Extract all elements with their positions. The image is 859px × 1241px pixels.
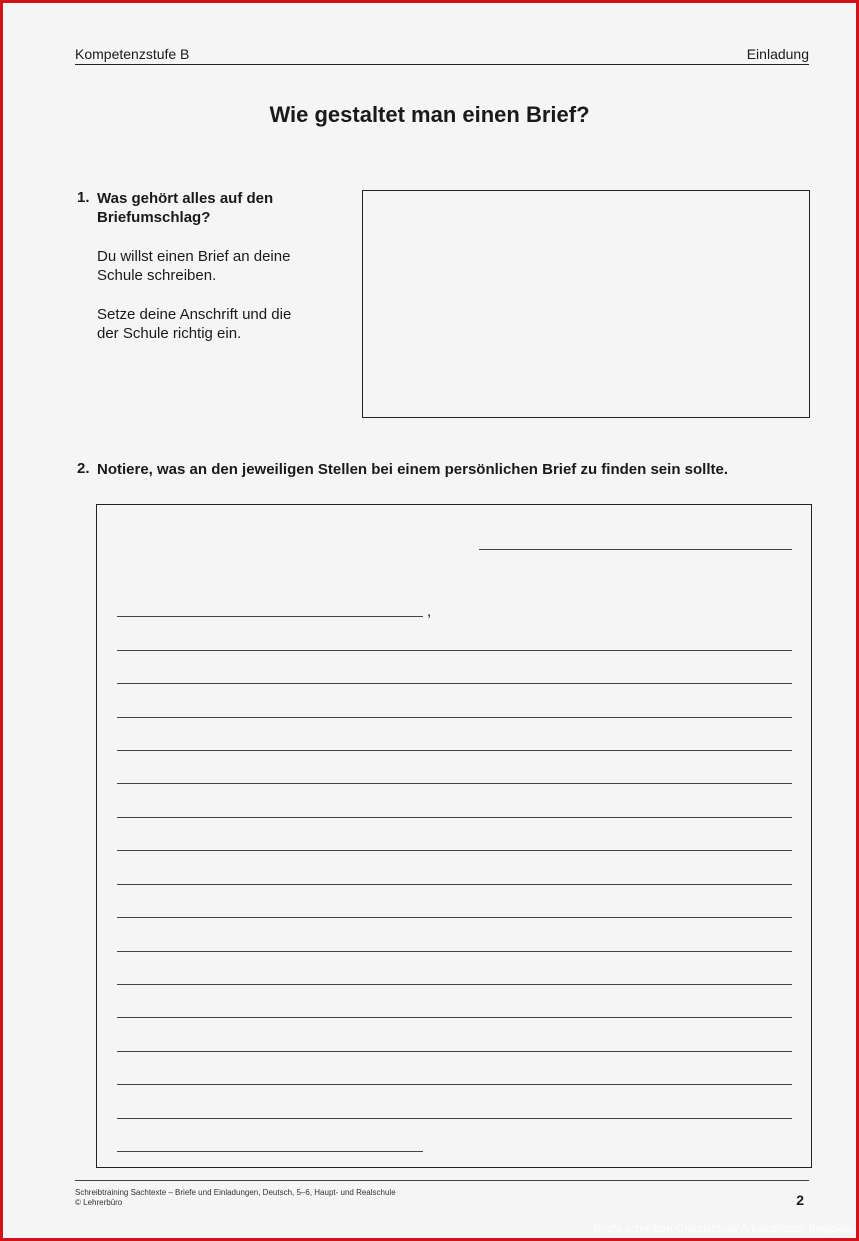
task2-heading: Notiere, was an den jeweiligen Stellen bei einem persönlichen Brief zu finden sein sollte. bbox=[97, 461, 728, 478]
body-line[interactable] bbox=[117, 1051, 792, 1052]
header-topic: Einladung bbox=[746, 46, 809, 62]
body-line[interactable] bbox=[117, 650, 792, 651]
task1-number: 1. bbox=[77, 189, 90, 206]
body-line[interactable] bbox=[117, 683, 792, 684]
body-line[interactable] bbox=[117, 951, 792, 952]
body-line[interactable] bbox=[117, 1017, 792, 1018]
signature-line[interactable] bbox=[117, 1151, 423, 1152]
salutation-comma: , bbox=[427, 603, 432, 620]
salutation-line[interactable] bbox=[117, 616, 423, 617]
task1-paragraph1-line2: Schule schreiben. bbox=[97, 267, 217, 284]
task2-number: 2. bbox=[77, 460, 90, 477]
date-line[interactable] bbox=[479, 549, 792, 550]
task1-paragraph1-line1: Du willst einen Brief an deine bbox=[97, 248, 291, 265]
task1-heading-line2: Briefumschlag? bbox=[97, 209, 211, 226]
header-level: Kompetenzstufe B bbox=[75, 46, 190, 62]
body-line[interactable] bbox=[117, 717, 792, 718]
footer-divider bbox=[75, 1180, 809, 1181]
task1-heading-line1: Was gehört alles auf den bbox=[97, 190, 274, 207]
page-title: Wie gestaltet man einen Brief? bbox=[269, 102, 590, 127]
envelope-answer-box[interactable] bbox=[362, 190, 810, 418]
body-line[interactable] bbox=[117, 1118, 792, 1119]
header-divider bbox=[75, 64, 809, 65]
footer-credits bbox=[75, 1188, 396, 1208]
watermark-text: Briefe schreiben Grundschule Arbeitsblätter Beispiele bbox=[593, 1223, 853, 1235]
body-line[interactable] bbox=[117, 817, 792, 818]
footer-source: Schreibtraining Sachtexte – Briefe und Einladungen, Deutsch, 5–6, Haupt- und Realschule bbox=[75, 1188, 396, 1197]
body-line[interactable] bbox=[117, 917, 792, 918]
body-line[interactable] bbox=[117, 750, 792, 751]
page-number: 2 bbox=[796, 1192, 804, 1208]
footer-copyright: © Lehrerbüro bbox=[75, 1198, 123, 1207]
body-line[interactable] bbox=[117, 783, 792, 784]
body-line[interactable] bbox=[117, 850, 792, 851]
body-line[interactable] bbox=[117, 1084, 792, 1085]
body-line[interactable] bbox=[117, 984, 792, 985]
task1-paragraph2-line1: Setze deine Anschrift und die bbox=[97, 306, 292, 323]
body-line[interactable] bbox=[117, 884, 792, 885]
task1-paragraph2-line2: der Schule richtig ein. bbox=[97, 325, 242, 342]
letter-frame bbox=[96, 504, 812, 1168]
